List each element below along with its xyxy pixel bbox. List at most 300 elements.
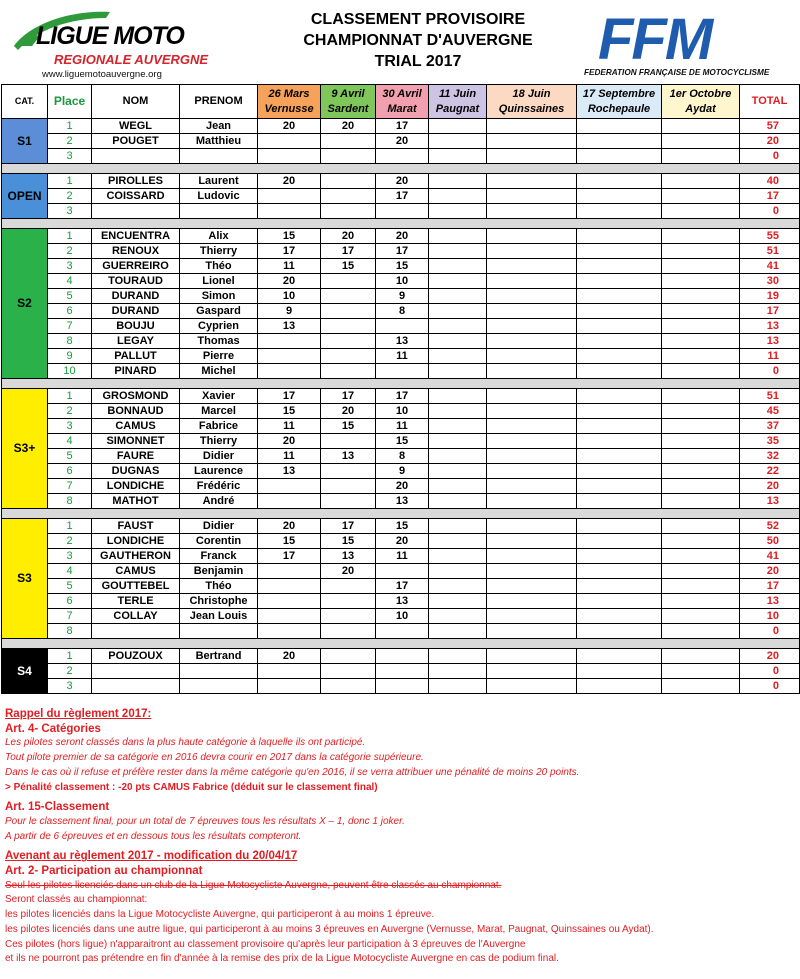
score-cell: 20: [321, 404, 376, 419]
rules-section: [5, 707, 795, 967]
total-cell: 0: [740, 204, 800, 219]
score-cell: [662, 404, 740, 419]
place-cell: 5: [48, 579, 92, 594]
place-cell: 2: [48, 404, 92, 419]
score-cell: [258, 364, 321, 379]
col-header-event-4: 11 Juin Paugnat: [429, 85, 487, 119]
score-cell: [376, 624, 429, 639]
score-cell: 20: [321, 119, 376, 134]
table-row: [2, 229, 800, 244]
score-cell: [429, 229, 487, 244]
nom-cell: GROSMOND: [92, 389, 180, 404]
total-cell: 52: [740, 519, 800, 534]
table-row: [2, 174, 800, 189]
score-cell: [321, 364, 376, 379]
score-cell: [487, 449, 577, 464]
score-cell: 17: [376, 579, 429, 594]
score-cell: [487, 594, 577, 609]
score-cell: 15: [321, 259, 376, 274]
col-header-nom: NOM: [92, 85, 180, 119]
score-cell: [487, 464, 577, 479]
nom-cell: CAMUS: [92, 419, 180, 434]
score-cell: [429, 464, 487, 479]
score-cell: [487, 679, 577, 694]
total-cell: 19: [740, 289, 800, 304]
score-cell: [577, 564, 662, 579]
category-cell: S3+: [2, 389, 48, 509]
score-cell: [429, 534, 487, 549]
score-cell: [662, 534, 740, 549]
table-row: [2, 434, 800, 449]
score-cell: 13: [376, 594, 429, 609]
score-cell: 11: [258, 259, 321, 274]
score-cell: [662, 289, 740, 304]
prenom-cell: Cyprien: [180, 319, 258, 334]
score-cell: [321, 334, 376, 349]
score-cell: [662, 594, 740, 609]
score-cell: [321, 679, 376, 694]
score-cell: 10: [376, 274, 429, 289]
category-separator: [2, 164, 800, 174]
table-row: [2, 389, 800, 404]
prenom-cell: Xavier: [180, 389, 258, 404]
place-cell: 5: [48, 449, 92, 464]
score-cell: [662, 464, 740, 479]
place-cell: 4: [48, 434, 92, 449]
score-cell: [429, 649, 487, 664]
col-header-prenom: PRENOM: [180, 85, 258, 119]
score-cell: [429, 419, 487, 434]
table-row: [2, 364, 800, 379]
prenom-cell: Didier: [180, 449, 258, 464]
score-cell: [429, 579, 487, 594]
place-cell: 2: [48, 244, 92, 259]
score-cell: [429, 319, 487, 334]
score-cell: [662, 119, 740, 134]
prenom-cell: Lionel: [180, 274, 258, 289]
prenom-cell: Fabrice: [180, 419, 258, 434]
score-cell: [487, 624, 577, 639]
score-cell: [577, 664, 662, 679]
nom-cell: DURAND: [92, 304, 180, 319]
prenom-cell: Didier: [180, 519, 258, 534]
place-cell: 7: [48, 609, 92, 624]
table-row: [2, 149, 800, 164]
score-cell: [258, 134, 321, 149]
score-cell: [429, 494, 487, 509]
score-cell: 15: [376, 434, 429, 449]
score-cell: [487, 149, 577, 164]
prenom-cell: Ludovic: [180, 189, 258, 204]
table-row: [2, 349, 800, 364]
score-cell: [662, 479, 740, 494]
score-cell: [487, 664, 577, 679]
score-cell: [577, 174, 662, 189]
nom-cell: [92, 204, 180, 219]
total-cell: 20: [740, 479, 800, 494]
nom-cell: LONDICHE: [92, 534, 180, 549]
total-cell: 13: [740, 594, 800, 609]
table-row: [2, 464, 800, 479]
score-cell: [429, 624, 487, 639]
prenom-cell: [180, 624, 258, 639]
score-cell: 17: [376, 389, 429, 404]
score-cell: [487, 174, 577, 189]
score-cell: [662, 334, 740, 349]
ligue-subtitle: REGIONALE AUVERGNE: [54, 52, 209, 67]
table-row: [2, 119, 800, 134]
score-cell: [577, 319, 662, 334]
table-row: [2, 679, 800, 694]
score-cell: [577, 149, 662, 164]
art4-line: Dans le cas où il refuse et préfère rester dans la même catégorie qu'en 2016, il se verra attribuer une pénalité de moins 20 points.: [5, 766, 580, 778]
score-cell: 11: [258, 449, 321, 464]
place-cell: 3: [48, 549, 92, 564]
nom-cell: TOURAUD: [92, 274, 180, 289]
score-cell: 20: [376, 134, 429, 149]
total-cell: 57: [740, 119, 800, 134]
score-cell: 13: [258, 319, 321, 334]
prenom-cell: Corentin: [180, 534, 258, 549]
score-cell: [258, 579, 321, 594]
score-cell: [577, 334, 662, 349]
nom-cell: POUZOUX: [92, 649, 180, 664]
score-cell: [662, 189, 740, 204]
title-line-3: TRIAL 2017: [374, 53, 462, 70]
score-cell: [321, 349, 376, 364]
score-cell: [577, 419, 662, 434]
place-cell: 2: [48, 664, 92, 679]
nom-cell: PIROLLES: [92, 174, 180, 189]
score-cell: [429, 119, 487, 134]
score-cell: [429, 259, 487, 274]
score-cell: 20: [258, 174, 321, 189]
col-header-event-5: 18 Juin Quinssaines: [487, 85, 577, 119]
score-cell: [487, 494, 577, 509]
score-cell: [376, 649, 429, 664]
score-cell: [577, 364, 662, 379]
score-cell: 15: [321, 534, 376, 549]
total-cell: 0: [740, 679, 800, 694]
score-cell: 17: [376, 244, 429, 259]
prenom-cell: Gaspard: [180, 304, 258, 319]
score-cell: [662, 244, 740, 259]
category-separator: [2, 379, 800, 389]
total-cell: 11: [740, 349, 800, 364]
nom-cell: DUGNAS: [92, 464, 180, 479]
score-cell: 8: [376, 304, 429, 319]
score-cell: [662, 319, 740, 334]
total-cell: 41: [740, 259, 800, 274]
score-cell: [577, 624, 662, 639]
score-cell: [487, 229, 577, 244]
score-cell: [321, 174, 376, 189]
score-cell: 17: [258, 389, 321, 404]
prenom-cell: Théo: [180, 579, 258, 594]
score-cell: [662, 419, 740, 434]
art2-line: les pilotes licenciés dans la Ligue Motocycliste Auvergne, qui participeront à au moins 1 épreuve.: [5, 909, 435, 921]
score-cell: [321, 274, 376, 289]
score-cell: [577, 304, 662, 319]
score-cell: [376, 664, 429, 679]
place-cell: 1: [48, 519, 92, 534]
place-cell: 9: [48, 349, 92, 364]
score-cell: 13: [321, 549, 376, 564]
table-row: [2, 479, 800, 494]
score-cell: [577, 349, 662, 364]
score-cell: [662, 519, 740, 534]
score-cell: [577, 594, 662, 609]
nom-cell: FAURE: [92, 449, 180, 464]
nom-cell: GAUTHERON: [92, 549, 180, 564]
score-cell: 17: [258, 244, 321, 259]
score-cell: 10: [376, 404, 429, 419]
avenant-heading: Avenant au règlement 2017 - modification du 20/04/17: [5, 850, 298, 863]
table-row: [2, 494, 800, 509]
score-cell: 15: [258, 404, 321, 419]
score-cell: [321, 609, 376, 624]
score-cell: 13: [258, 464, 321, 479]
nom-cell: FAUST: [92, 519, 180, 534]
score-cell: [376, 364, 429, 379]
score-cell: [487, 319, 577, 334]
score-cell: [429, 134, 487, 149]
nom-cell: PINARD: [92, 364, 180, 379]
art15-title: Art. 15-Classement: [5, 801, 110, 814]
ffm-logo: [580, 8, 795, 78]
score-cell: 13: [321, 449, 376, 464]
col-header-place: Place: [48, 85, 92, 119]
place-cell: 6: [48, 594, 92, 609]
total-cell: 32: [740, 449, 800, 464]
table-row: [2, 534, 800, 549]
title-line-1: CLASSEMENT PROVISOIRE: [310, 11, 526, 28]
prenom-cell: Thierry: [180, 434, 258, 449]
score-cell: [577, 289, 662, 304]
score-cell: [321, 289, 376, 304]
total-cell: 30: [740, 274, 800, 289]
score-cell: 17: [321, 244, 376, 259]
score-cell: 8: [376, 449, 429, 464]
score-cell: [662, 364, 740, 379]
prenom-cell: Laurence: [180, 464, 258, 479]
score-cell: [429, 149, 487, 164]
col-header-event-1: 26 Mars Vernusse: [258, 85, 321, 119]
score-cell: [321, 649, 376, 664]
place-cell: 2: [48, 189, 92, 204]
score-cell: [577, 679, 662, 694]
ligue-title: LIGUE MOTO: [36, 22, 184, 50]
col-header-event-3: 30 Avril Marat: [376, 85, 429, 119]
place-cell: 3: [48, 149, 92, 164]
score-cell: [487, 419, 577, 434]
table-row: [2, 134, 800, 149]
total-cell: 45: [740, 404, 800, 419]
score-cell: 11: [376, 349, 429, 364]
total-cell: 0: [740, 624, 800, 639]
score-cell: [577, 609, 662, 624]
score-cell: [258, 334, 321, 349]
score-cell: [258, 479, 321, 494]
score-cell: [487, 204, 577, 219]
score-cell: [321, 464, 376, 479]
rules-heading: Rappel du règlement 2017:: [5, 708, 152, 720]
score-cell: [662, 449, 740, 464]
table-row: [2, 609, 800, 624]
score-cell: 10: [376, 609, 429, 624]
score-cell: [662, 434, 740, 449]
prenom-cell: Franck: [180, 549, 258, 564]
total-cell: 0: [740, 149, 800, 164]
score-cell: [321, 494, 376, 509]
nom-cell: LEGAY: [92, 334, 180, 349]
score-cell: [487, 404, 577, 419]
table-row: [2, 564, 800, 579]
score-cell: [662, 259, 740, 274]
score-cell: [577, 494, 662, 509]
score-cell: [429, 189, 487, 204]
score-cell: [429, 304, 487, 319]
score-cell: [258, 349, 321, 364]
category-separator: [2, 509, 800, 519]
page-header: [0, 0, 800, 84]
score-cell: [487, 244, 577, 259]
art4-line: Les pilotes seront classés dans la plus haute catégorie à laquelle ils ont participé.: [5, 737, 366, 749]
prenom-cell: Thierry: [180, 244, 258, 259]
score-cell: [577, 434, 662, 449]
nom-cell: WEGL: [92, 119, 180, 134]
nom-cell: TERLE: [92, 594, 180, 609]
score-cell: 15: [258, 229, 321, 244]
nom-cell: [92, 679, 180, 694]
score-cell: [429, 349, 487, 364]
place-cell: 3: [48, 259, 92, 274]
ffm-subtitle: FEDERATION FRANÇAISE DE MOTOCYCLISME: [584, 68, 770, 77]
score-cell: [487, 649, 577, 664]
score-cell: [321, 304, 376, 319]
prenom-cell: Jean: [180, 119, 258, 134]
prenom-cell: [180, 204, 258, 219]
score-cell: [577, 189, 662, 204]
score-cell: [321, 479, 376, 494]
score-cell: [321, 434, 376, 449]
prenom-cell: Laurent: [180, 174, 258, 189]
col-header-event-6: 17 Septembre Rochepaule: [577, 85, 662, 119]
table-row: [2, 244, 800, 259]
prenom-cell: Thomas: [180, 334, 258, 349]
total-cell: 22: [740, 464, 800, 479]
prenom-cell: Simon: [180, 289, 258, 304]
total-cell: 13: [740, 319, 800, 334]
table-row: [2, 334, 800, 349]
score-cell: [577, 449, 662, 464]
score-cell: 15: [321, 419, 376, 434]
score-cell: [662, 664, 740, 679]
score-cell: [577, 404, 662, 419]
table-row: [2, 274, 800, 289]
score-cell: [258, 564, 321, 579]
score-cell: [429, 289, 487, 304]
table-row: [2, 519, 800, 534]
score-cell: 17: [376, 119, 429, 134]
prenom-cell: Matthieu: [180, 134, 258, 149]
table-row: [2, 579, 800, 594]
score-cell: [487, 564, 577, 579]
table-row: [2, 449, 800, 464]
score-cell: [429, 564, 487, 579]
score-cell: [577, 244, 662, 259]
total-cell: 40: [740, 174, 800, 189]
score-cell: 20: [321, 229, 376, 244]
total-cell: 35: [740, 434, 800, 449]
title-line-2: CHAMPIONNAT D'AUVERGNE: [303, 32, 533, 49]
table-row: [2, 204, 800, 219]
score-cell: [487, 134, 577, 149]
score-cell: [487, 479, 577, 494]
table-row: [2, 594, 800, 609]
nom-cell: BONNAUD: [92, 404, 180, 419]
place-cell: 1: [48, 174, 92, 189]
nom-cell: COISSARD: [92, 189, 180, 204]
score-cell: [321, 624, 376, 639]
score-cell: [487, 334, 577, 349]
place-cell: 10: [48, 364, 92, 379]
col-header-event-7: 1er Octobre Aydat: [662, 85, 740, 119]
prenom-cell: Frédéric: [180, 479, 258, 494]
category-separator: [2, 219, 800, 229]
place-cell: 4: [48, 274, 92, 289]
score-cell: [487, 389, 577, 404]
score-cell: [662, 149, 740, 164]
nom-cell: GOUTTEBEL: [92, 579, 180, 594]
score-cell: [487, 189, 577, 204]
art2-line: et ils ne pourront pas prétendre en fin d'année à la remise des prix de la Ligue Motocycliste Auvergne en cas de podium final.: [5, 953, 559, 965]
art15-line: Pour le classement final, pour un total de 7 épreuves tous les résultats X – 1, donc 1 joker.: [5, 815, 405, 827]
score-cell: [487, 519, 577, 534]
score-cell: [429, 519, 487, 534]
total-cell: 10: [740, 609, 800, 624]
nom-cell: [92, 149, 180, 164]
category-separator: [2, 639, 800, 649]
table-row: [2, 289, 800, 304]
score-cell: 20: [376, 534, 429, 549]
prenom-cell: Théo: [180, 259, 258, 274]
score-cell: [429, 174, 487, 189]
score-cell: [429, 434, 487, 449]
nom-cell: RENOUX: [92, 244, 180, 259]
score-cell: [321, 579, 376, 594]
nom-cell: POUGET: [92, 134, 180, 149]
score-cell: 20: [258, 434, 321, 449]
score-cell: 9: [258, 304, 321, 319]
score-cell: [321, 594, 376, 609]
nom-cell: PALLUT: [92, 349, 180, 364]
nom-cell: [92, 664, 180, 679]
art15-line: A partir de 6 épreuves et en dessous tous les résultats compteront.: [5, 830, 302, 842]
place-cell: 1: [48, 229, 92, 244]
score-cell: [321, 134, 376, 149]
total-cell: 37: [740, 419, 800, 434]
place-cell: 8: [48, 624, 92, 639]
nom-cell: [92, 624, 180, 639]
score-cell: [429, 594, 487, 609]
total-cell: 17: [740, 189, 800, 204]
score-cell: [662, 564, 740, 579]
score-cell: 17: [376, 189, 429, 204]
prenom-cell: [180, 664, 258, 679]
score-cell: [321, 204, 376, 219]
total-cell: 55: [740, 229, 800, 244]
